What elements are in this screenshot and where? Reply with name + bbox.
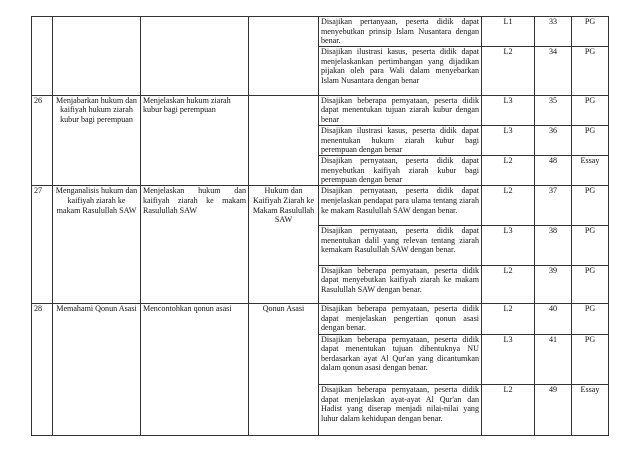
level-cell: L3 (482, 126, 535, 156)
table-row (32, 95, 609, 125)
table-row (32, 186, 609, 226)
bentuk-soal-cell: Essay (572, 156, 609, 186)
materi-cell: Hukum dan Kaifiyah Ziarah ke Makam Rasulullah SAW (249, 186, 319, 304)
nomor-soal-cell: 49 (535, 385, 572, 436)
soal-cell: Disajikan pernyataan, peserta didik dapat menjelaskan pendapat para ulama tentang ziarah ke makam Rasulullah SAW dengan benar. (319, 186, 482, 226)
bentuk-soal-cell: PG (572, 95, 609, 125)
bentuk-soal-cell: PG (572, 47, 609, 96)
nomor-soal-cell: 40 (535, 304, 572, 334)
soal-cell: Disajikan pertanyaan, peserta didik dapat menyebutkan prinsip Islam Nusantara dengan benar. (319, 17, 482, 47)
soal-cell: Disajikan pernyataan, peserta didik dapat menyebutkan kaifiyah ziarah kubur bagi perempuan dengan benar (319, 156, 482, 186)
level-cell: L3 (482, 95, 535, 125)
soal-cell: Disajikan beberapa pernyataan, peserta didik dapat menentukan tujuan dibentuknya NU berdasarkan ayat Al Qur'an yang dicantumkan dalam qonun asasi dengan benar. (319, 334, 482, 385)
soal-cell: Disajikan ilustrasi kasus, peserta didik dapat menentukan hukum ziarah kubur bagi perempuan dengan benar (319, 126, 482, 156)
kompetensi-dasar-cell: Menganalisis hukum dan kaifiyah ziarah ke makam Rasulullah SAW (53, 186, 141, 304)
soal-cell: Disajikan beberapa pernyataan, peserta didik dapat menyebutkan kaifiyah ziarah ke makam Rasulullah SAW dengan benar. (319, 265, 482, 304)
bentuk-soal-cell: PG (572, 186, 609, 226)
materi-cell (249, 95, 319, 186)
bentuk-soal-cell: PG (572, 17, 609, 47)
level-cell: L2 (482, 156, 535, 186)
nomor-soal-cell: 35 (535, 95, 572, 125)
level-cell: L2 (482, 385, 535, 436)
kompetensi-dasar-cell: Menjabarkan hukum dan kaifiyah hukum ziarah kubur bagi perempuan (53, 95, 141, 186)
nomor-soal-cell: 41 (535, 334, 572, 385)
indikator-cell: Mencontohkan qonun asasi (141, 304, 249, 436)
soal-cell: Disajikan ilustrasi kasus, peserta didik dapat menjelaskankan pertimbangan yang dijadikan pijakan oleh para Wali dalam menyebarkan Islam Nusantara dengan benar (319, 47, 482, 96)
kompetensi-dasar-cell (53, 17, 141, 96)
level-cell: L2 (482, 304, 535, 334)
nomor-soal-cell: 33 (535, 17, 572, 47)
indikator-cell: Menjelaskan hukum ziarah kubur bagi perempuan (141, 95, 249, 186)
bentuk-soal-cell: Essay (572, 385, 609, 436)
level-cell: L3 (482, 226, 535, 266)
soal-cell: Disajikan beberapa pernyataan, peserta didik dapat menjelaskan pengertian qonun asasi dengan benar. (319, 304, 482, 334)
row-number-cell: 26 (32, 95, 53, 186)
table-row (32, 17, 609, 47)
table-row (32, 304, 609, 334)
level-cell: L3 (482, 334, 535, 385)
nomor-soal-cell: 39 (535, 265, 572, 304)
nomor-soal-cell: 36 (535, 126, 572, 156)
bentuk-soal-cell: PG (572, 126, 609, 156)
kisi-kisi-table (31, 16, 609, 436)
indikator-cell: Menjelaskan hukum dan kaifiyah ziarah ke makam Rasulullah SAW (141, 186, 249, 304)
soal-cell: Disajikan pernyataan, peserta didik dapat menentukan dalil yang relevan tentang ziarah kemakam Rasulullah SAW dengan benar. (319, 226, 482, 266)
level-cell: L2 (482, 47, 535, 96)
soal-cell: Disajikan beberapa pernyataan, peserta didik dapat menentukan tujuan ziarah kubur dengan benar (319, 95, 482, 125)
materi-cell (249, 17, 319, 96)
nomor-soal-cell: 37 (535, 186, 572, 226)
level-cell: L2 (482, 186, 535, 226)
row-number-cell (32, 17, 53, 96)
bentuk-soal-cell: PG (572, 304, 609, 334)
soal-cell: Disajikan beberapa pernyataan, peserta didik dapat menjelaskan ayat-ayat Al Qur'an dan Hadist yang diserap menjadi nilai-nilai yang luhur dalam kehidupan dengan benar. (319, 385, 482, 436)
indikator-cell (141, 17, 249, 96)
level-cell: L1 (482, 17, 535, 47)
kompetensi-dasar-cell: Memahami Qonun Asasi (53, 304, 141, 436)
nomor-soal-cell: 48 (535, 156, 572, 186)
row-number-cell: 27 (32, 186, 53, 304)
level-cell: L2 (482, 265, 535, 304)
nomor-soal-cell: 38 (535, 226, 572, 266)
bentuk-soal-cell: PG (572, 265, 609, 304)
bentuk-soal-cell: PG (572, 334, 609, 385)
nomor-soal-cell: 34 (535, 47, 572, 96)
bentuk-soal-cell: PG (572, 226, 609, 266)
materi-cell: Qonun Asasi (249, 304, 319, 436)
row-number-cell: 28 (32, 304, 53, 436)
